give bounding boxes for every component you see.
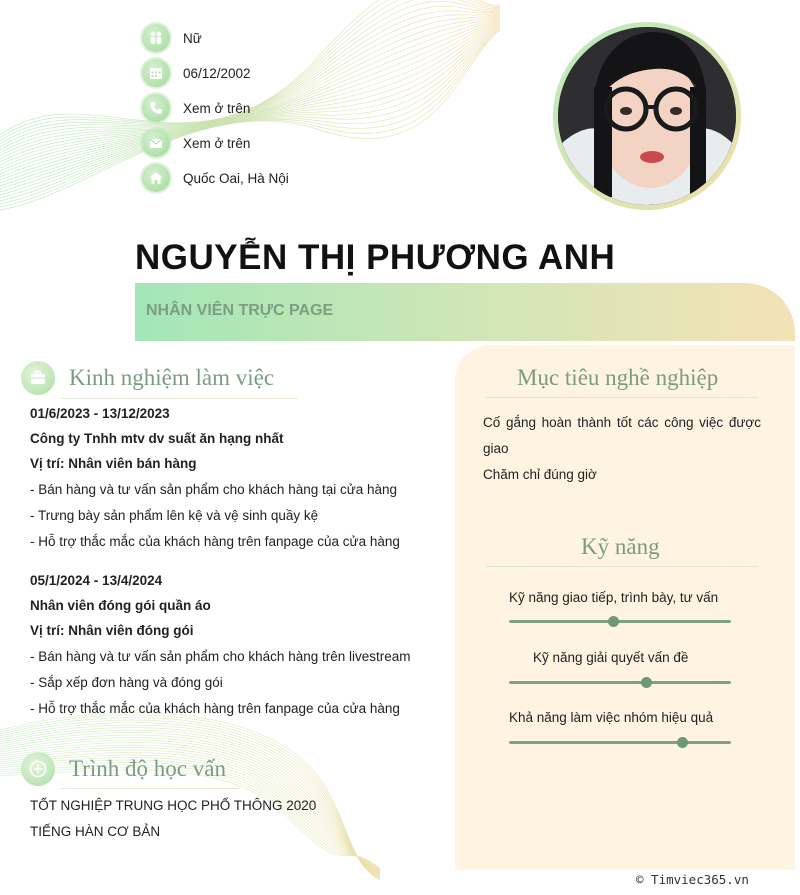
education-item: TIẾNG HÀN CƠ BẢN [30,824,161,839]
wave-line [0,713,380,880]
gender-text: Nữ [183,30,202,46]
plus-circle-icon [21,752,55,786]
phone-text: Xem ở trên [183,100,251,116]
skill-bar [509,741,731,744]
job-duty: - Sắp xếp đơn hàng và đóng gói [30,675,223,690]
education-divider [60,788,240,789]
skill-label: Kỹ năng giao tiếp, trình bày, tư vấn [509,590,719,605]
job-position: Vị trí: Nhân viên đóng gói [30,623,194,638]
candidate-name: NGUYỄN THỊ PHƯƠNG ANH [135,238,616,277]
job-duty: - Hỗ trợ thắc mắc của khách hàng trên fanpage của cửa hàng [30,701,400,716]
phone-icon [142,94,170,122]
objective-divider [486,397,758,398]
address-text: Quốc Oai, Hà Nội [183,170,289,186]
job-period: 05/1/2024 - 13/4/2024 [30,573,163,588]
email-text: Xem ở trên [183,135,251,151]
job-duty: - Bán hàng và tư vấn sản phẩm cho khách hàng tại cửa hàng [30,482,398,497]
objective-line-1: Cố gắng hoàn thành tốt các công việc được [483,415,761,430]
skills-heading: Kỹ năng [581,534,660,559]
job-period: 01/6/2023 - 13/12/2023 [30,406,170,421]
profile-photo [558,27,736,205]
job-duty: - Trưng bày sản phẩm lên kệ và vệ sinh quầy kệ [30,508,319,523]
job-duty: - Hỗ trợ thắc mắc của khách hàng trên fanpage của cửa hàng [30,534,400,549]
objective-heading: Mục tiêu nghề nghiệp [517,365,719,390]
experience-divider [60,398,298,399]
birthday-text: 06/12/2002 [183,65,251,81]
briefcase-icon [21,361,55,395]
job-duty: - Bán hàng và tư vấn sản phẩm cho khách hàng trên livestream [30,649,411,664]
calendar-icon [142,59,170,87]
skill-bar [509,681,731,684]
education-item: TỐT NGHIỆP TRUNG HỌC PHỔ THÔNG 2020 [30,798,317,813]
contact-phone [142,93,250,123]
job-company: Công ty Tnhh mtv dv suất ăn hạng nhất [30,431,284,446]
skills-divider [486,566,758,567]
skill-label: Kỹ năng giải quyết vấn đề [533,650,689,665]
contact-gender [142,23,202,53]
experience-heading: Kinh nghiệm làm việc [69,365,275,390]
job-title: NHÂN VIÊN TRỰC PAGE [146,302,334,319]
skill-level-knob [677,737,688,748]
contact-address [142,163,289,193]
education-heading: Trình độ học vấn [69,756,226,781]
skill-label: Khả năng làm việc nhóm hiệu quả [509,710,714,725]
contact-birthday [142,58,251,88]
objective-line-3: Chăm chỉ đúng giờ [483,467,597,482]
mail-icon [142,129,170,157]
avatar [553,22,741,210]
job-position: Vị trí: Nhân viên bán hàng [30,456,197,471]
job-company: Nhân viên đóng gói quần áo [30,598,211,613]
footer-credit: © Timviec365.vn [636,872,749,887]
skill-level-knob [608,616,619,627]
home-icon [142,164,170,192]
contact-email [142,128,250,158]
experience-section-header [21,361,274,395]
education-section-header [21,752,226,786]
people-icon [142,24,170,52]
objective-line-2: giao [483,441,509,456]
decorative-waves-bottom [0,690,400,890]
skill-bar [509,620,731,623]
